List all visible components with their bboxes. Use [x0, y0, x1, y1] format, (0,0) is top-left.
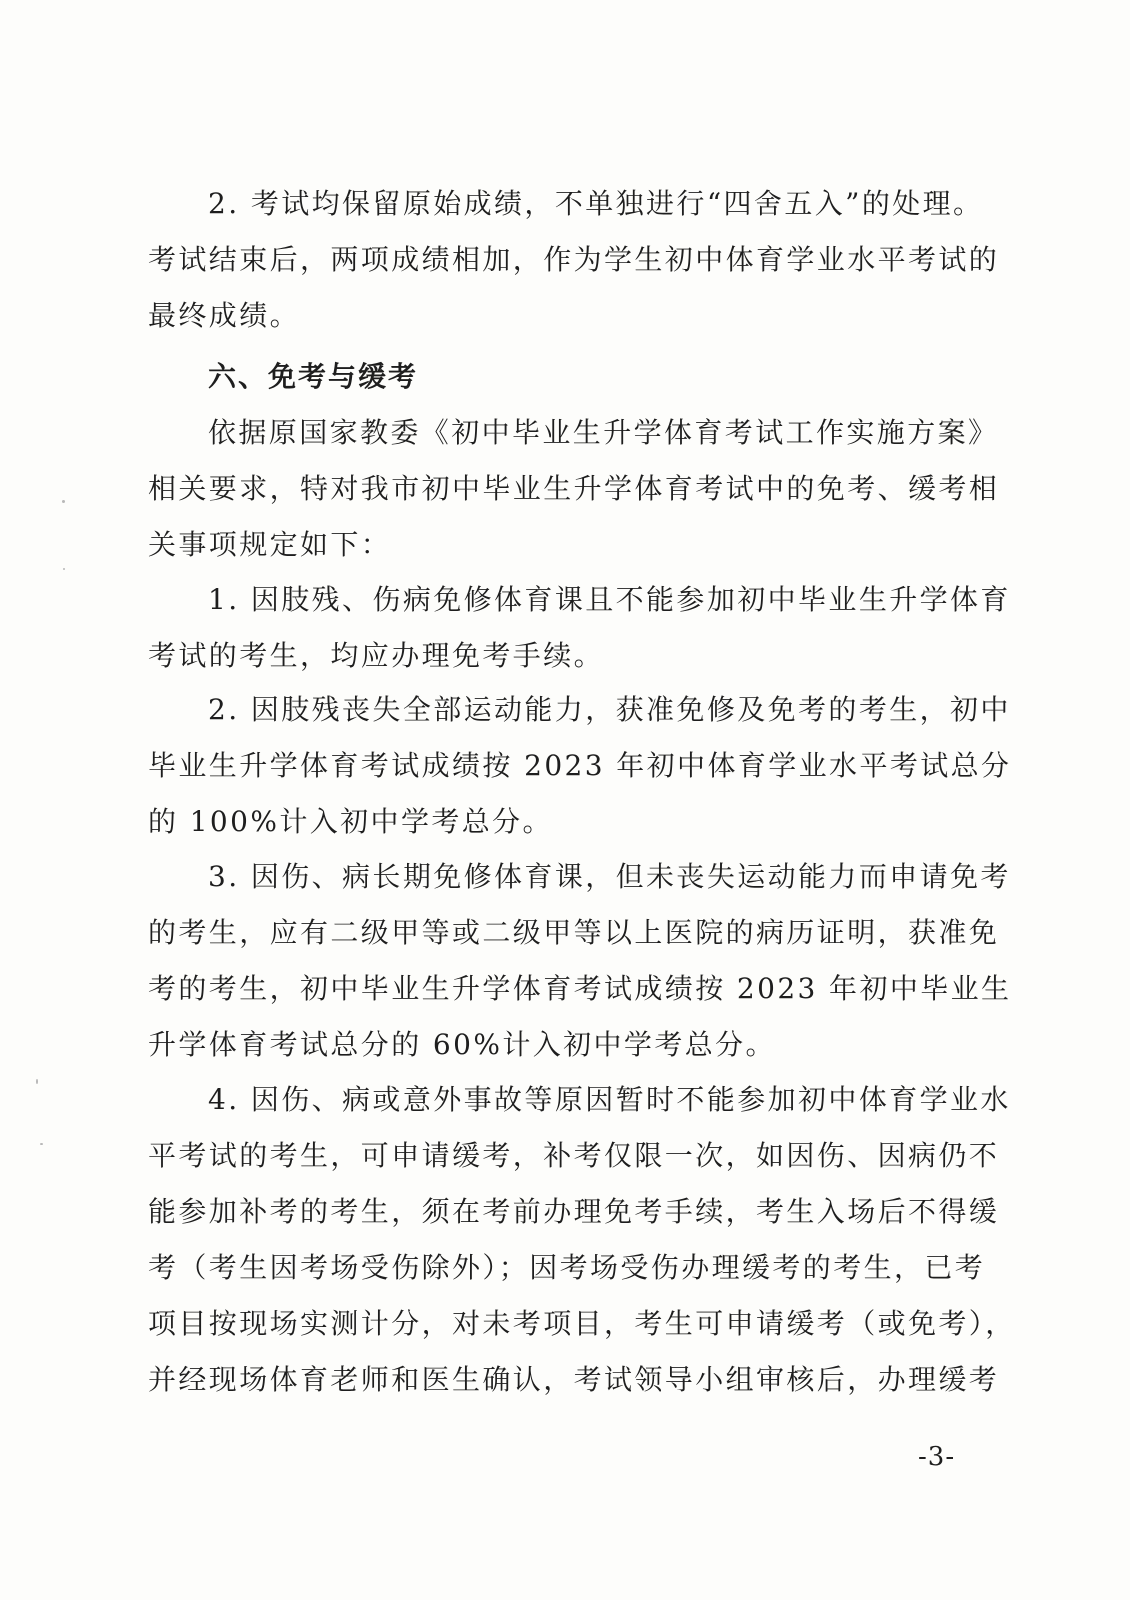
text-line: 1. 因肢残、伤病免修体育课且不能参加初中毕业生升学体育 [208, 583, 1011, 616]
text-line: 的 100%计入初中学考总分。 [148, 805, 553, 838]
scan-speck [62, 500, 65, 503]
text-line: 关事项规定如下： [148, 528, 392, 561]
scan-speck [40, 1143, 43, 1145]
text-line: 考试结束后，两项成绩相加，作为学生初中体育学业水平考试的 [148, 243, 1000, 276]
paragraph-item-1 [148, 572, 1011, 684]
scan-speck [36, 1079, 38, 1084]
text-line: 依据原国家教委《初中毕业生升学体育考试工作实施方案》 [208, 416, 999, 449]
text-line: 的考生，应有二级甲等或二级甲等以上医院的病历证明，获准免 [148, 916, 1000, 949]
text-line: 最终成绩。 [148, 299, 301, 332]
text-line: 考试的考生，均应办理免考手续。 [148, 639, 605, 672]
text-line: 考（考生因考场受伤除外）；因考场受伤办理缓考的考生，已考 [148, 1251, 986, 1284]
text-line: 考的考生，初中毕业生升学体育考试成绩按 2023 年初中毕业生 [148, 972, 1012, 1005]
section-heading [148, 349, 983, 405]
paragraph-score-rule [148, 176, 1000, 344]
text-line: 毕业生升学体育考试成绩按 2023 年初中体育学业水平考试总分 [148, 749, 1012, 782]
heading-exemption-deferral: 六、免考与缓考 [208, 360, 419, 393]
text-line: 并经现场体育老师和医生确认，考试领导小组审核后，办理缓考 [148, 1363, 1000, 1396]
scan-speck [63, 568, 65, 570]
paragraph-item-2 [148, 682, 1012, 850]
page-number: -3- [918, 1442, 956, 1472]
text-line: 能参加补考的考生，须在考前办理免考手续，考生入场后不得缓 [148, 1195, 1000, 1228]
paragraph-basis [148, 405, 1000, 573]
text-line: 4. 因伤、病或意外事故等原因暂时不能参加初中体育学业水 [208, 1083, 1011, 1116]
paragraph-item-3 [148, 849, 1012, 1073]
paragraph-item-4 [148, 1072, 1016, 1408]
text-line: 2. 考试均保留原始成绩，不单独进行“四舍五入”的处理。 [208, 187, 984, 220]
text-line: 3. 因伤、病长期免修体育课，但未丧失运动能力而申请免考 [208, 860, 1011, 893]
text-line: 项目按现场实测计分，对未考项目，考生可申请缓考（或免考）， [148, 1307, 1016, 1340]
text-line: 升学体育考试总分的 60%计入初中学考总分。 [148, 1028, 776, 1061]
text-line: 2. 因肢残丧失全部运动能力，获准免修及免考的考生，初中 [208, 693, 1011, 726]
text-line: 平考试的考生，可申请缓考，补考仅限一次，如因伤、因病仍不 [148, 1139, 1000, 1172]
text-line: 相关要求，特对我市初中毕业生升学体育考试中的免考、缓考相 [148, 472, 1000, 505]
